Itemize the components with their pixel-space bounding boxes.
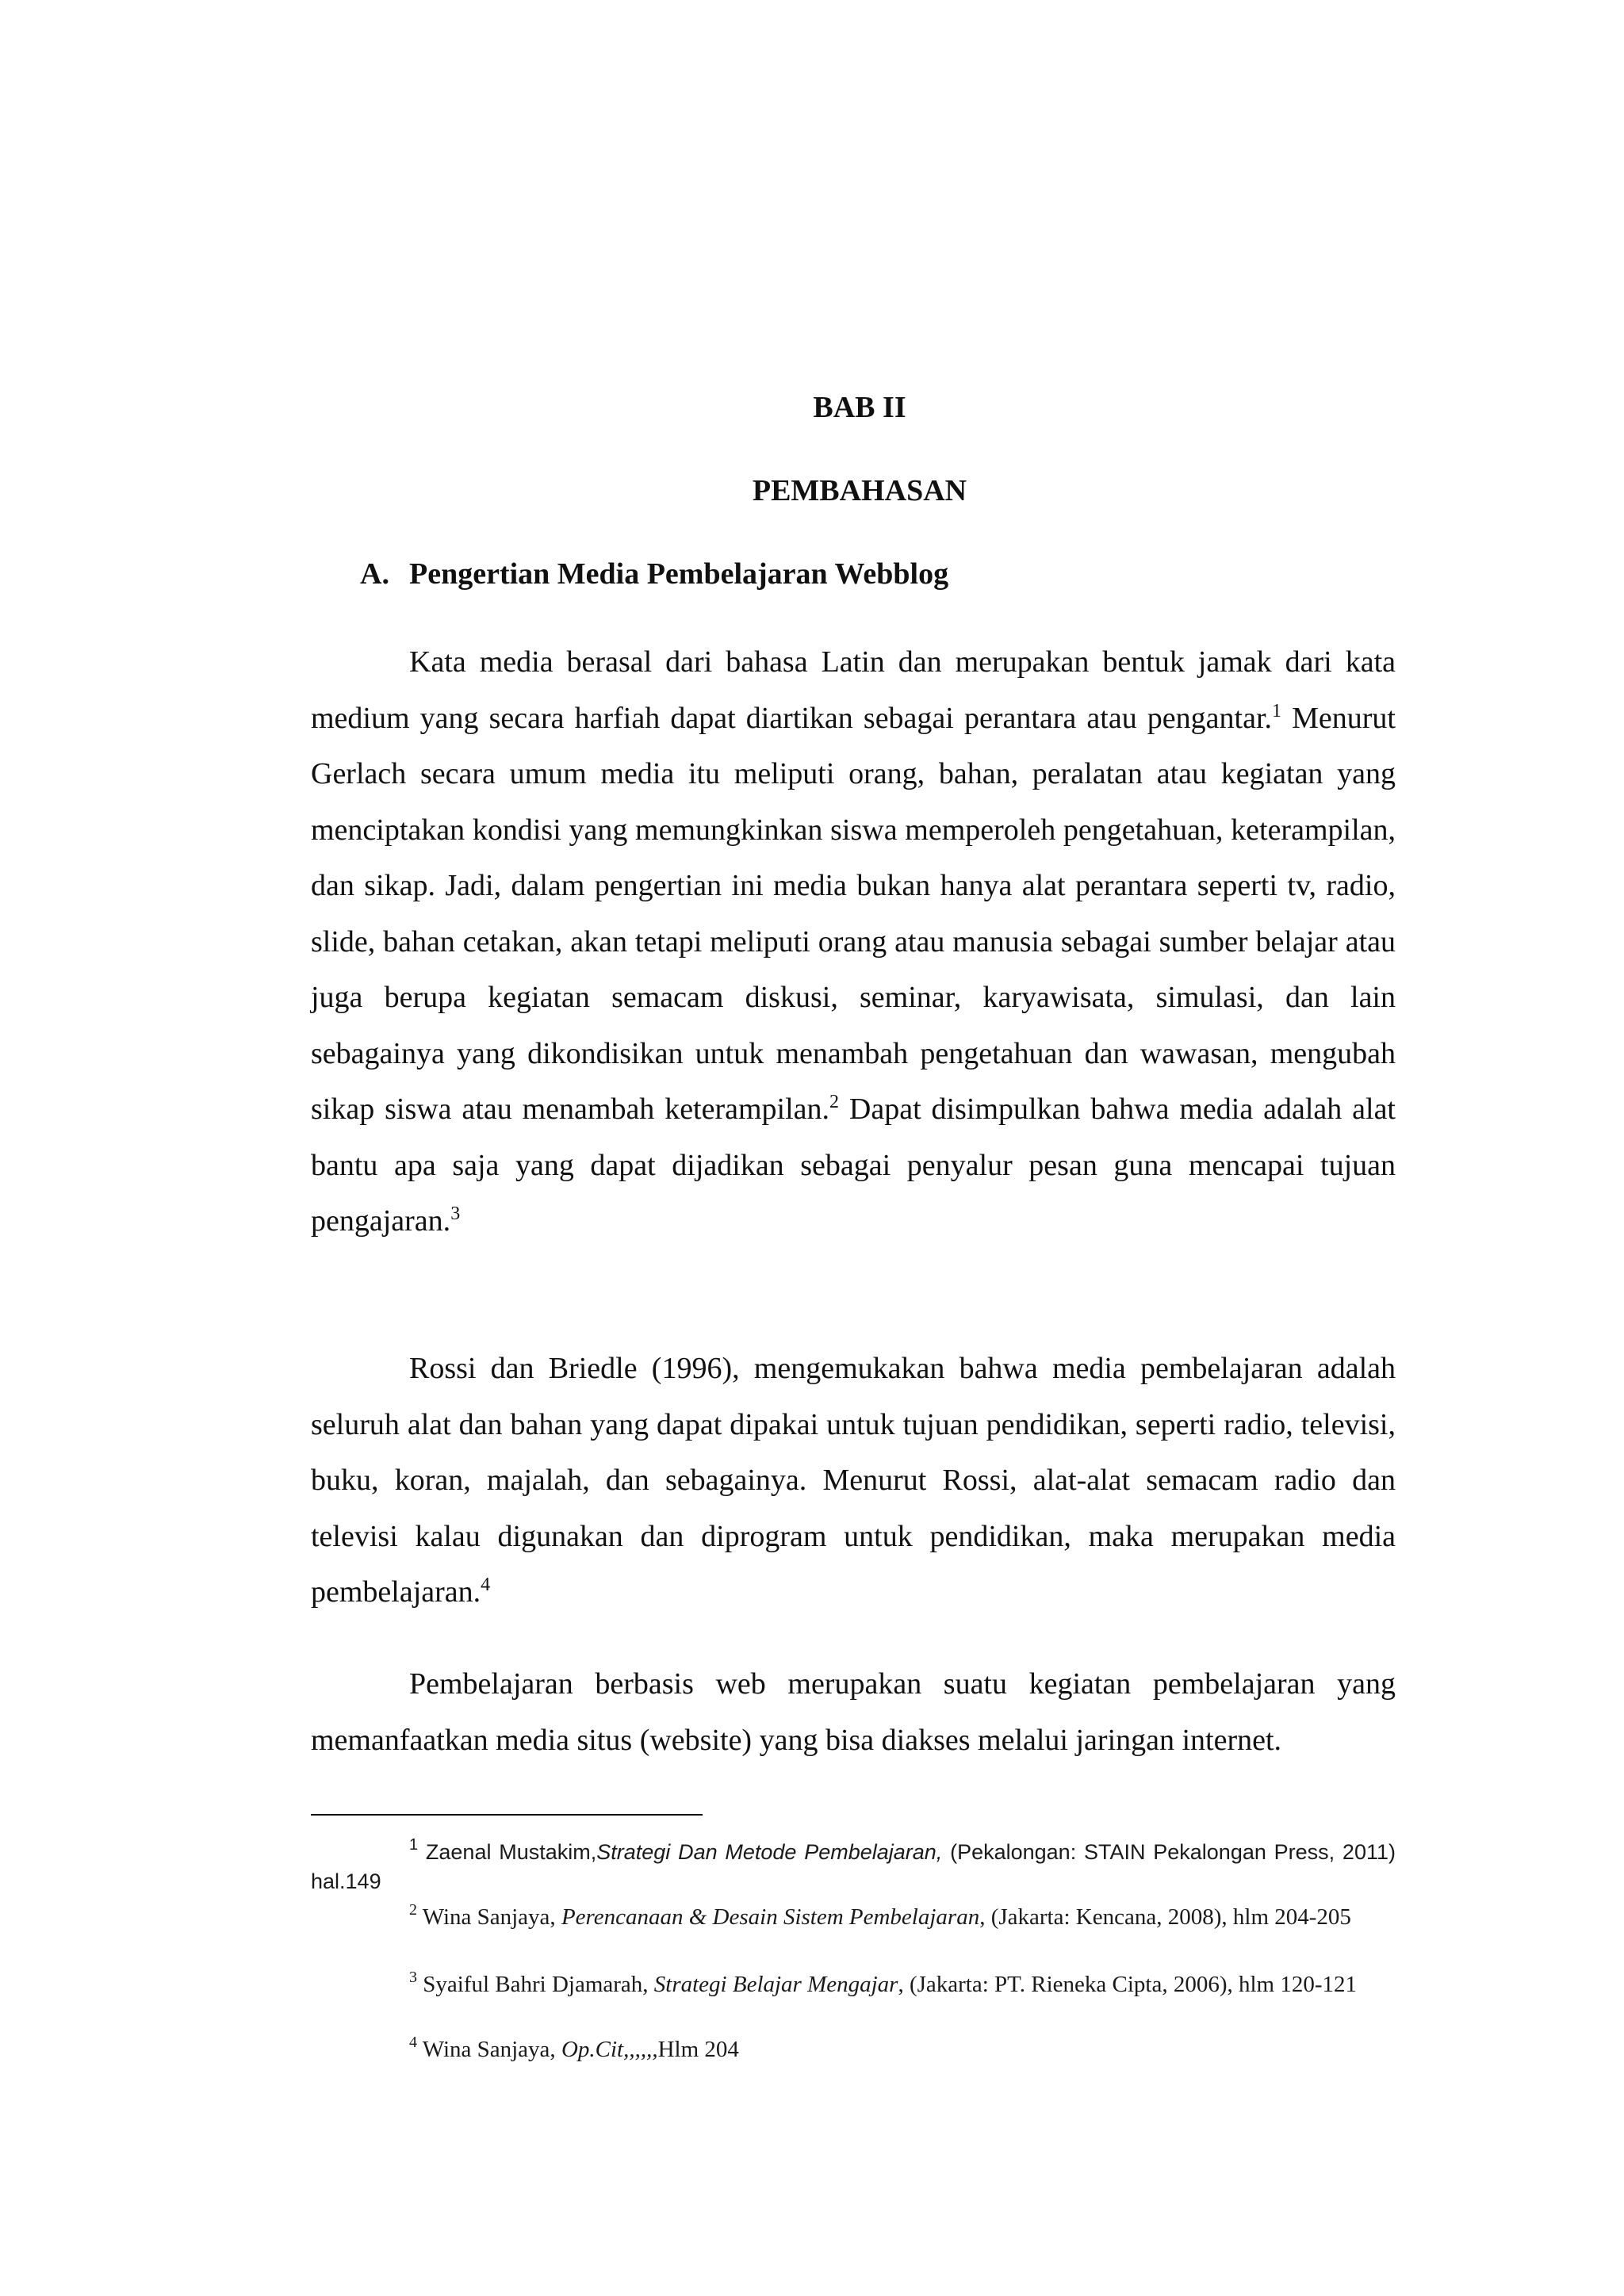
footnote-number: 1 bbox=[409, 1836, 419, 1854]
footnote-title: Op.Cit,,,,,, bbox=[561, 2037, 658, 2062]
section-heading bbox=[360, 557, 948, 591]
footnote-4 bbox=[311, 2035, 1396, 2064]
footnote-title: Perencanaan & Desain Sistem Pembelajaran bbox=[561, 1904, 980, 1930]
footnote-number: 4 bbox=[409, 2034, 417, 2051]
body-paragraph-1 bbox=[311, 634, 1396, 1249]
footnote-author: Zaenal Mustakim, bbox=[425, 1840, 597, 1864]
footnote-ref: 3 bbox=[450, 1203, 461, 1224]
footnote-ref: 2 bbox=[829, 1092, 840, 1112]
footnote-details: , (Jakarta: PT. Rieneka Cipta, 2006), hlm 120-121 bbox=[898, 1972, 1358, 1997]
footnote-number: 2 bbox=[409, 1901, 417, 1919]
paragraph-text: Kata media berasal dari bahasa Latin dan merupakan bentuk jamak dari kata medium yang secara harfiah dapat diartikan sebagai perantara atau pengantar. bbox=[311, 645, 1396, 735]
paragraph-text: Menurut Gerlach secara umum media itu meliputi orang, bahan, peralatan atau kegiatan yang menciptakan kondisi yang memungkinkan siswa memperoleh pengetahuan, keterampilan, dan sikap. Jadi, dalam pengertian ini media bukan hanya alat perantara seperti tv, radio, slide, bahan cetakan, akan tetapi meliputi orang atau manusia sebagai sumber belajar atau juga berupa kegiatan semacam diskusi, seminar, karyawisata, simulasi, dan lain sebagainya yang dikondisikan untuk menambah pengetahuan dan wawasan, mengubah sikap siswa atau menambah keterampilan. bbox=[311, 701, 1396, 1126]
footnote-ref: 1 bbox=[1272, 700, 1282, 721]
footnote-number: 3 bbox=[409, 1969, 417, 1986]
footnote-1 bbox=[311, 1838, 1396, 1896]
footnote-title: Strategi Dan Metode Pembelajaran, bbox=[596, 1840, 943, 1864]
body-paragraph-2 bbox=[311, 1341, 1396, 1621]
paragraph-text: Dapat disimpulkan bahwa media adalah alat bantu apa saja yang dapat dijadikan sebagai penyalur pesan guna mencapai tujuan pengajaran. bbox=[311, 1093, 1396, 1238]
footnote-details: (Pekalongan: STAIN Pekalongan Press, 2011) hal.149 bbox=[311, 1840, 1396, 1893]
footnote-separator bbox=[311, 1814, 703, 1816]
chapter-title: PEMBAHASAN bbox=[752, 474, 967, 507]
footnote-author: Wina Sanjaya, bbox=[422, 2037, 561, 2062]
chapter-label: BAB II bbox=[813, 391, 906, 424]
paragraph-text: Rossi dan Briedle (1996), mengemukakan bahwa media pembelajaran adalah seluruh alat dan bahan yang dapat dipakai untuk tujuan pendidikan, seperti radio, televisi, buku, koran, majalah, dan sebagainya. Menurut Rossi, alat-alat semacam radio dan televisi kalau digunakan dan diprogram untuk pendidikan, maka merupakan media pembelajaran. bbox=[311, 1352, 1396, 1609]
footnote-3 bbox=[311, 1970, 1396, 1999]
footnote-details: , (Jakarta: Kencana, 2008), hlm 204-205 bbox=[979, 1904, 1351, 1930]
section-title: Pengertian Media Pembelajaran Webblog bbox=[409, 557, 949, 591]
paragraph-text: Pembelajaran berbasis web merupakan suatu kegiatan pembelajaran yang memanfaatkan media situs (website) yang bisa diakses melalui jaringan internet. bbox=[311, 1667, 1396, 1757]
footnote-title: Strategi Belajar Mengajar bbox=[653, 1972, 898, 1997]
footnote-author: Syaiful Bahri Djamarah, bbox=[423, 1972, 654, 1997]
footnote-2 bbox=[311, 1903, 1396, 1931]
footnote-ref: 4 bbox=[481, 1575, 491, 1595]
footnote-details: Hlm 204 bbox=[657, 2037, 739, 2062]
body-paragraph-3 bbox=[311, 1656, 1396, 1768]
footnote-author: Wina Sanjaya, bbox=[422, 1904, 561, 1930]
section-number: A. bbox=[360, 557, 389, 591]
